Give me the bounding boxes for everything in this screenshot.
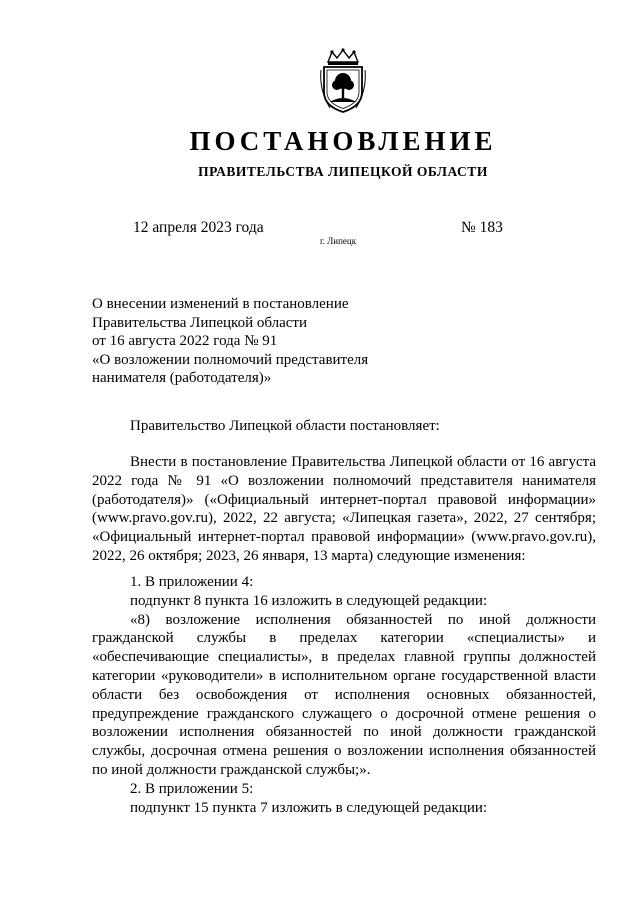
document-subject [92,295,368,388]
document-date: 12 апреля 2023 года [133,219,264,236]
resolution-paragraph [92,417,596,436]
item-1-quote: «8) возложение исполнения обязанностей по иной должности гражданской службы в пределах категории «специалисты» и «обеспечивающие специалисты», в пределах главной группы должностей категории «руководители» в исполнительном органе государственной власти области без освобождения от исполнения основных обязанностей, предупреждение гражданского служащего о досрочной отмене решения о возложении исполнения обязанностей по иной должности гражданской службы, досрочная отмена решения о возложении исполнения обязанностей по иной должности гражданской службы;». [92,611,596,778]
subject-line: «О возложении полномочий представителя [92,351,369,368]
subject-line: О внесении изменений в постановление [92,296,349,312]
subject-line: от 16 августа 2022 года № 91 [92,333,278,349]
subject-line: нанимателя (работодателя)» [92,370,272,386]
item-2-instruction: подпункт 15 пункта 7 изложить в следующей редакции: [130,799,488,816]
item-1-heading: 1. В приложении 4: [130,574,254,590]
document-title: ПОСТАНОВЛЕНИЕ [189,126,497,156]
intro-paragraph: Внести в постановление Правительства Липецкой области от 16 августа 2022 года № 91 «О возложении полномочий представителя нанимателя (работодателя)» («Официальный интернет-портал правовой информации» (www.pravo.gov.ru), 2022, 22 августа; «Липецкая газета», 2022, 27 сентября; «Официальный интернет-портал правовой информации» (www.pravo.gov.ru), 2022, 26 октября; 2023, 26 января, 13 марта) следующие изменения: [92,454,596,564]
subject-line: Правительства Липецкой области [92,314,308,331]
document-number: № 183 [461,219,503,236]
intro-paragraph-block [92,453,596,566]
item-1-instruction: подпункт 8 пункта 16 изложить в следующей редакции: [130,592,488,609]
document-city: г. Липецк [320,236,357,246]
amendments-block [92,573,596,817]
lipetsk-coat-of-arms-icon [318,48,368,114]
item-2-heading: 2. В приложении 5: [130,780,254,797]
resolves-text: Правительство Липецкой области постановляет: [130,418,440,434]
document-subtitle: ПРАВИТЕЛЬСТВА ЛИПЕЦКОЙ ОБЛАСТИ [198,164,488,179]
